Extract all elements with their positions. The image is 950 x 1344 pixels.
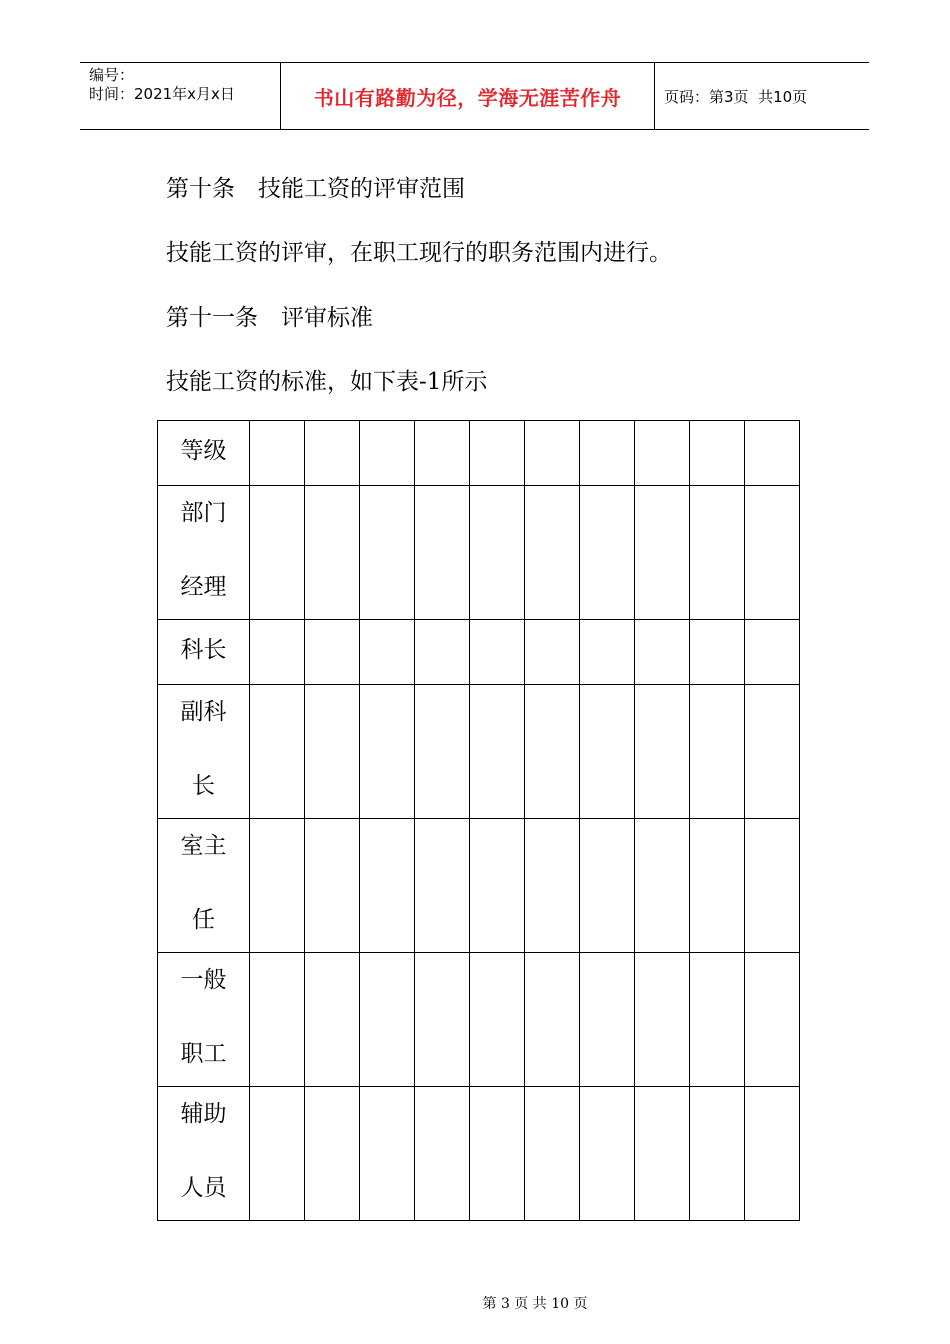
table-cell bbox=[690, 685, 745, 819]
table-cell bbox=[415, 620, 470, 685]
table-row bbox=[158, 620, 800, 685]
table-cell bbox=[745, 486, 800, 620]
table-cell bbox=[525, 486, 580, 620]
table-cell bbox=[305, 1087, 360, 1221]
table-cell bbox=[305, 486, 360, 620]
row-label-text: 副科 bbox=[180, 699, 227, 725]
header-page-info bbox=[664, 63, 807, 129]
table-row bbox=[158, 819, 800, 953]
table-cell bbox=[470, 685, 525, 819]
table-cell bbox=[745, 685, 800, 819]
table-cell bbox=[690, 620, 745, 685]
table-cell bbox=[250, 1087, 305, 1221]
row-label-text: 部门 bbox=[180, 500, 227, 526]
table-row bbox=[158, 685, 800, 819]
table-cell bbox=[470, 1087, 525, 1221]
table-cell bbox=[745, 620, 800, 685]
table-cell bbox=[635, 819, 690, 953]
table-cell bbox=[470, 421, 525, 486]
table-cell bbox=[580, 1087, 635, 1221]
table-cell bbox=[635, 685, 690, 819]
table-cell bbox=[470, 819, 525, 953]
row-label-text: 人员 bbox=[180, 1175, 227, 1201]
table-cell bbox=[635, 620, 690, 685]
table-cell bbox=[250, 953, 305, 1087]
table-cell bbox=[305, 620, 360, 685]
table-cell bbox=[415, 819, 470, 953]
table-row bbox=[158, 1087, 800, 1221]
row-label-cell bbox=[158, 620, 250, 685]
row-label-text: 任 bbox=[192, 907, 215, 933]
table-cell bbox=[690, 486, 745, 620]
table-cell bbox=[525, 1087, 580, 1221]
table-intro-text: 技能工资的标准，如下表-1所示 bbox=[166, 369, 488, 395]
table-cell bbox=[250, 620, 305, 685]
page-header bbox=[80, 62, 869, 130]
table-cell bbox=[745, 421, 800, 486]
skill-wage-table bbox=[157, 420, 800, 1221]
table-cell bbox=[690, 953, 745, 1087]
row-label-text: 科长 bbox=[180, 637, 227, 663]
table-row bbox=[158, 421, 800, 486]
header-motto: 书山有路勤为径，学海无涯苦作舟 bbox=[313, 85, 622, 110]
table-cell bbox=[415, 1087, 470, 1221]
table-cell bbox=[250, 486, 305, 620]
table-cell bbox=[305, 421, 360, 486]
table-cell bbox=[580, 953, 635, 1087]
table-cell bbox=[580, 486, 635, 620]
table-cell bbox=[525, 620, 580, 685]
table-cell bbox=[525, 819, 580, 953]
table-cell bbox=[525, 685, 580, 819]
table-cell bbox=[250, 819, 305, 953]
table-cell bbox=[360, 685, 415, 819]
table-cell bbox=[635, 1087, 690, 1221]
row-label-cell bbox=[158, 953, 250, 1087]
table-cell bbox=[415, 486, 470, 620]
header-divider bbox=[654, 63, 655, 129]
table-cell bbox=[580, 685, 635, 819]
table-cell bbox=[635, 486, 690, 620]
table-cell bbox=[360, 620, 415, 685]
time-label: 时间：2021年x月x日 bbox=[89, 85, 235, 103]
table-cell bbox=[415, 953, 470, 1087]
row-label-text: 长 bbox=[192, 773, 215, 799]
row-label-cell bbox=[158, 421, 250, 486]
table-cell bbox=[525, 953, 580, 1087]
table-cell bbox=[635, 421, 690, 486]
table-cell bbox=[250, 685, 305, 819]
table-cell bbox=[690, 1087, 745, 1221]
table-cell bbox=[580, 620, 635, 685]
table-cell bbox=[305, 953, 360, 1087]
table-row bbox=[158, 953, 800, 1087]
table-cell bbox=[360, 819, 415, 953]
row-label-text: 室主 bbox=[180, 833, 227, 859]
header-meta bbox=[89, 66, 279, 104]
table-cell bbox=[745, 953, 800, 1087]
table-cell bbox=[745, 1087, 800, 1221]
table-cell bbox=[360, 953, 415, 1087]
row-label-text: 等级 bbox=[180, 438, 227, 464]
table-cell bbox=[690, 819, 745, 953]
row-label-cell bbox=[158, 819, 250, 953]
table-cell bbox=[415, 685, 470, 819]
row-label-cell bbox=[158, 486, 250, 620]
table-cell bbox=[580, 819, 635, 953]
row-label-cell bbox=[158, 1087, 250, 1221]
row-label-text: 一般 bbox=[180, 967, 227, 993]
table-cell bbox=[580, 421, 635, 486]
table-cell bbox=[360, 421, 415, 486]
table-cell bbox=[470, 620, 525, 685]
row-label-text: 职工 bbox=[180, 1041, 227, 1067]
table-cell bbox=[745, 819, 800, 953]
row-label-cell bbox=[158, 685, 250, 819]
serial-number-label: 编号： bbox=[89, 66, 135, 84]
table-cell bbox=[360, 1087, 415, 1221]
table-cell bbox=[250, 421, 305, 486]
article-11-heading: 第十一条 评审标准 bbox=[166, 305, 373, 331]
article-10-text: 技能工资的评审，在职工现行的职务范围内进行。 bbox=[166, 240, 672, 266]
table-cell bbox=[305, 819, 360, 953]
table-cell bbox=[470, 486, 525, 620]
table-cell bbox=[690, 421, 745, 486]
table-cell bbox=[305, 685, 360, 819]
page-info-text: 页码：第3页 共10页 bbox=[664, 87, 808, 106]
table-cell bbox=[635, 953, 690, 1087]
row-label-text: 辅助 bbox=[180, 1101, 227, 1127]
article-10-heading: 第十条 技能工资的评审范围 bbox=[166, 176, 465, 202]
row-label-text: 经理 bbox=[180, 574, 227, 600]
table-row bbox=[158, 486, 800, 620]
page-footer: 第 3 页 共 10 页 bbox=[482, 1296, 588, 1312]
table-cell bbox=[360, 486, 415, 620]
table-cell bbox=[415, 421, 470, 486]
table-cell bbox=[470, 953, 525, 1087]
table-cell bbox=[525, 421, 580, 486]
